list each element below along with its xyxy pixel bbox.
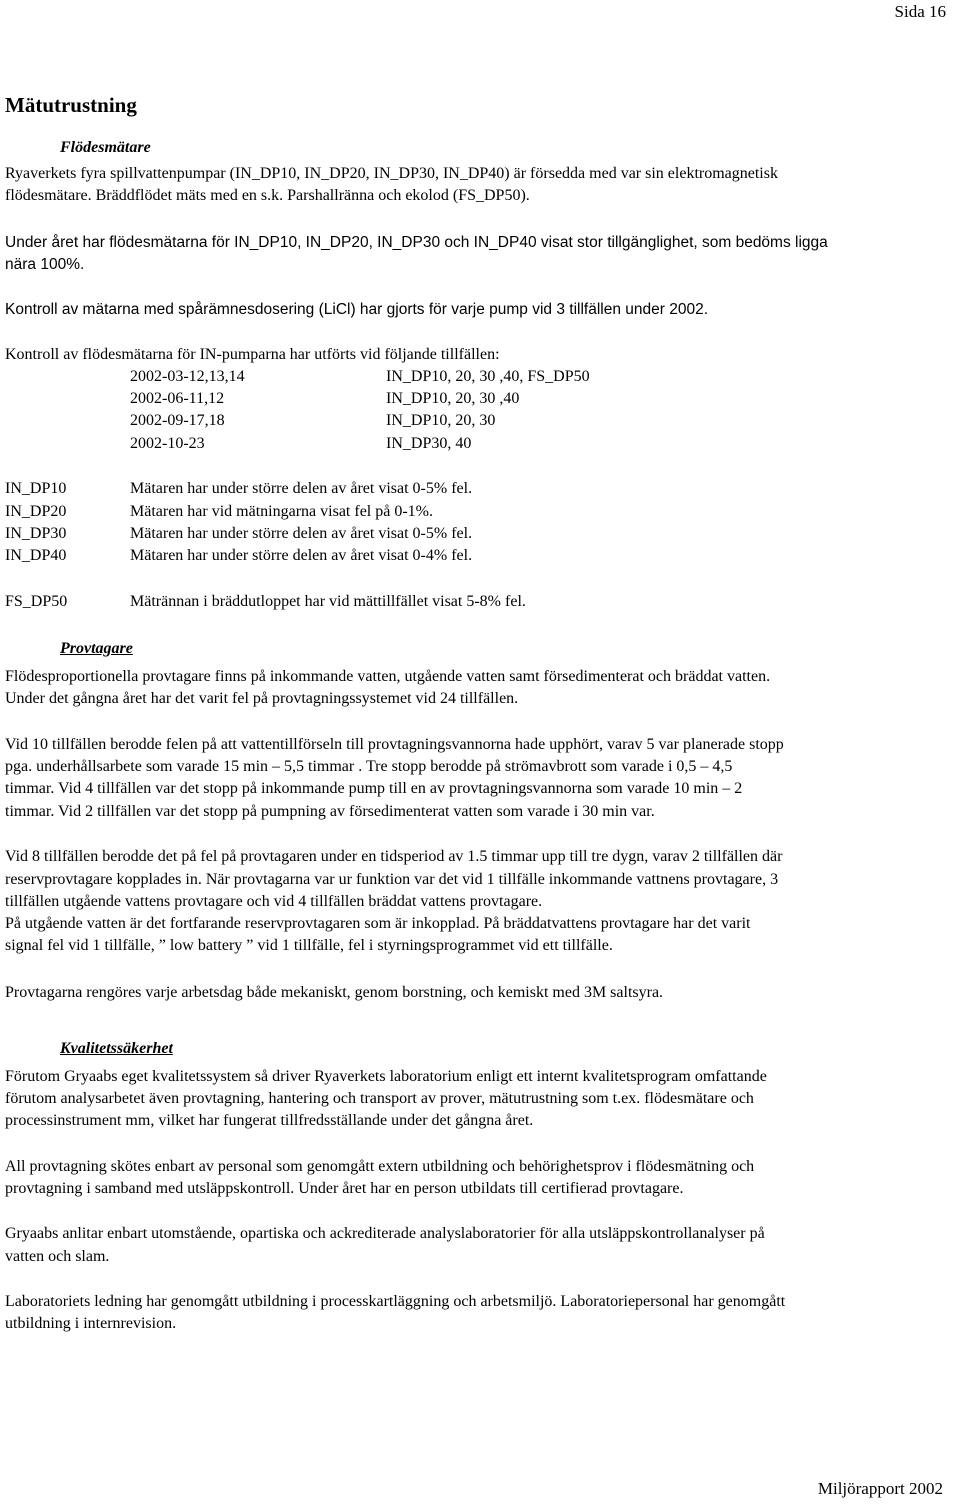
page-number: Sida 16 [894, 2, 946, 21]
quality-title: Kvalitetssäkerhet [60, 1040, 173, 1057]
check-pumps: IN_DP30, 40 [386, 435, 472, 452]
result-text: Mätaren har under större delen av året visat 0-5% fel. [130, 525, 473, 542]
result-id: IN_DP40 [5, 547, 67, 564]
sampler-p3-line4: På utgående vatten är det fortfarande reservprovtagaren som är inkopplad. På bräddatvattens provtagare har det varit [5, 915, 751, 932]
flow-p1-line2: flödesmätare. Bräddflödet mäts med en s.k. Parshallränna och ekolod (FS_DP50). [5, 187, 530, 204]
sampler-title: Provtagare [60, 640, 133, 657]
check-date: 2002-06-11,12 [130, 390, 225, 407]
quality-p4-line1: Laboratoriets ledning har genomgått utbildning i processkartläggning och arbetsmiljö. Laboratoriepersonal har genomgått [5, 1293, 786, 1310]
result-text: Mätaren har under större delen av året visat 0-4% fel. [130, 547, 473, 564]
check-pumps: IN_DP10, 20, 30 ,40, FS_DP50 [386, 368, 590, 385]
quality-p1-line3: processinstrument mm, vilket har fungerat tillfredsställande under det gångna året. [5, 1112, 534, 1129]
sampler-p2-line1: Vid 10 tillfällen berodde felen på att vattentillförseln till provtagningsvannorna hade upphört, varav 5 var planerade stopp [5, 736, 784, 753]
quality-p3-line1: Gryaabs anlitar enbart utomstående, opartiska och ackrediterade analyslaboratorier för alla utsläppskontrollanalyser på [5, 1225, 765, 1242]
page-footer: Miljörapport 2002 [817, 1479, 943, 1498]
quality-p2-line2: provtagning i samband med utsläppskontroll. Under året har en person utbildats till certifierad provtagare. [5, 1180, 684, 1197]
sampler-p3-line3: tillfällen utgående vattens provtagare och vid 4 tillfällen bräddat vattens provtagare. [5, 893, 543, 910]
sampler-p3-line1: Vid 8 tillfällen berodde det på fel på provtagaren under en tidsperiod av 1.5 timmar upp till tre dygn, varav 2 tillfällen där [5, 848, 783, 865]
flow-p3: Kontroll av mätarna med spårämnesdosering (LiCl) har gjorts för varje pump vid 3 tillfällen under 2002. [5, 301, 709, 318]
result-id: IN_DP20 [5, 503, 67, 520]
check-date: 2002-09-17,18 [130, 412, 225, 429]
flow-p2-line2: nära 100%. [5, 256, 85, 273]
sampler-p1-line2: Under det gångna året har det varit fel på provtagningssystemet vid 24 tillfällen. [5, 690, 519, 707]
result-id: IN_DP10 [5, 480, 67, 497]
sampler-p2-line3: timmar. Vid 4 tillfällen var det stopp på inkommande pump till en av provtagningsvannorna som varade 10 min – 2 [5, 780, 743, 797]
check-date: 2002-03-12,13,14 [130, 368, 245, 385]
sampler-p2-line4: timmar. Vid 2 tillfällen var det stopp på pumpning av försedimenterat vatten som varade i 30 min var. [5, 803, 655, 820]
section-heading: Mätutrustning [5, 93, 137, 117]
quality-p2-line1: All provtagning skötes enbart av personal som genomgått extern utbildning och behörighetsprov i flödesmätning och [5, 1158, 755, 1175]
sampler-p1-line1: Flödesproportionella provtagare finns på inkommande vatten, utgående vatten samt försedimenterat och bräddat vatten. [5, 668, 771, 685]
result-id: FS_DP50 [5, 593, 68, 610]
sampler-p2-line2: pga. underhållsarbete som varade 15 min – 5,5 timmar . Tre stopp berodde på strömavbrott som varade i 0,5 – 4,5 [5, 758, 733, 775]
result-text: Mätrännan i bräddutloppet har vid mättillfället visat 5-8% fel. [130, 593, 526, 610]
result-id: IN_DP30 [5, 525, 67, 542]
quality-p1-line2: förutom analysarbetet även provtagning, hantering och transport av prover, mätutrustning som t.ex. flödesmätare och [5, 1090, 754, 1107]
sampler-p4: Provtagarna rengöres varje arbetsdag både mekaniskt, genom borstning, och kemiskt med 3M saltsyra. [5, 984, 664, 1001]
sampler-p3-line5: signal fel vid 1 tillfälle, ” low battery ” vid 1 tillfälle, fel i styrningsprogrammet vid ett tillfälle. [5, 937, 613, 954]
result-text: Mätaren har vid mätningarna visat fel på 0-1%. [130, 503, 433, 520]
flow-meter-title: Flödesmätare [60, 139, 151, 156]
sampler-p3-line2: reservprovtagare kopplades in. När provtagarna var ur funktion var det vid 1 tillfälle inkommande vattnens provtagare, 3 [5, 871, 779, 888]
check-date: 2002-10-23 [130, 435, 205, 452]
flow-p1-line1: Ryaverkets fyra spillvattenpumpar (IN_DP10, IN_DP20, IN_DP30, IN_DP40) är försedda med var sin elektromagnetisk [5, 165, 778, 182]
check-pumps: IN_DP10, 20, 30 [386, 412, 496, 429]
flow-p2-line1: Under året har flödesmätarna för IN_DP10, IN_DP20, IN_DP30 och IN_DP40 visat stor tillgänglighet, som bedöms ligga [5, 234, 828, 251]
quality-p1-line1: Förutom Gryaabs eget kvalitetssystem så driver Ryaverkets laboratorium enligt ett internt kvalitetsprogram omfattande [5, 1068, 767, 1085]
check-pumps: IN_DP10, 20, 30 ,40 [386, 390, 520, 407]
flow-p4: Kontroll av flödesmätarna för IN-pumparna har utförts vid följande tillfällen: [5, 346, 500, 363]
result-text: Mätaren har under större delen av året visat 0-5% fel. [130, 480, 473, 497]
quality-p4-line2: utbildning i internrevision. [5, 1315, 177, 1332]
quality-p3-line2: vatten och slam. [5, 1248, 110, 1265]
